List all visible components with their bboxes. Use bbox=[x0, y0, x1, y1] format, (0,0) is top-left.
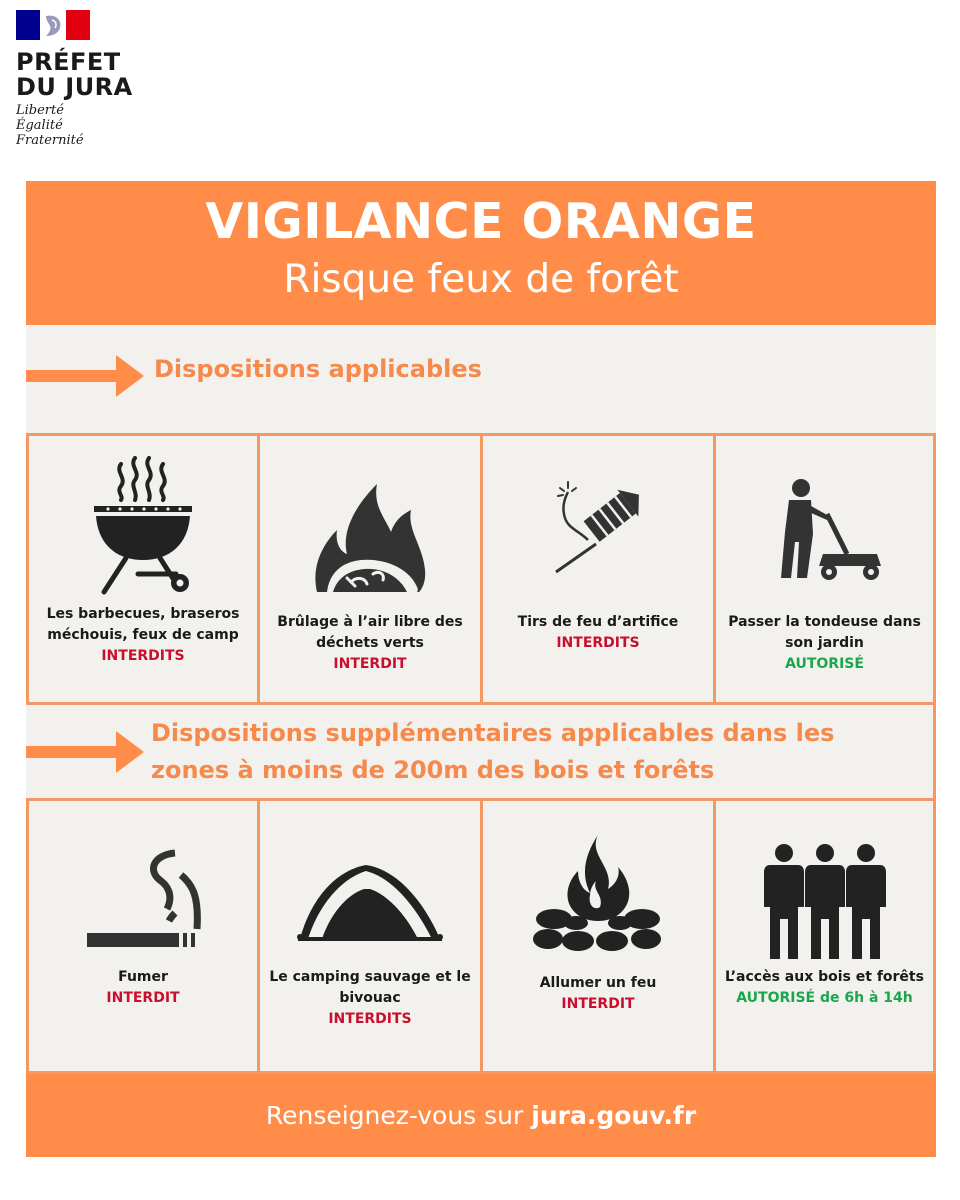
section2-heading-line1: Dispositions supplémentaires applicables dans les bbox=[151, 719, 835, 747]
people-group-icon bbox=[762, 843, 888, 961]
status-badge: INTERDIT bbox=[106, 990, 180, 1006]
section1-heading: Dispositions applicables bbox=[154, 355, 482, 383]
rule-label: Passer la tondeuse dans son jardin bbox=[728, 614, 921, 651]
vigilance-card bbox=[26, 181, 936, 1157]
rule-label: Tirs de feu d’artifice bbox=[517, 614, 679, 630]
rule-label: L’accès aux bois et forêts bbox=[725, 969, 924, 985]
status-badge: INTERDIT bbox=[333, 656, 407, 672]
motto-fraternite: Fraternité bbox=[16, 133, 84, 148]
section2-heading-band bbox=[26, 705, 936, 798]
rule-text bbox=[266, 612, 474, 675]
rule-text bbox=[35, 604, 251, 667]
prefecture-title-line1: PRÉFET bbox=[16, 48, 121, 76]
cigarette-icon bbox=[83, 849, 203, 955]
status-badge: INTERDITS bbox=[328, 1011, 412, 1027]
prefecture-logo bbox=[16, 10, 156, 148]
rule-label: Les barbecues, braseros méchouis, feux de camp bbox=[46, 606, 240, 643]
marianne-flag-icon bbox=[16, 10, 90, 40]
rule-cell-smoking bbox=[29, 801, 257, 1071]
motto-egalite: Égalité bbox=[16, 118, 63, 133]
rule-cell-green-waste bbox=[260, 436, 480, 702]
rule-text bbox=[35, 967, 251, 1009]
status-badge: INTERDITS bbox=[101, 648, 185, 664]
rule-text bbox=[266, 967, 474, 1030]
status-badge: INTERDITS bbox=[556, 635, 640, 651]
tent-icon bbox=[294, 861, 446, 941]
rule-label: Fumer bbox=[118, 969, 168, 985]
prefecture-title-line2: DU JURA bbox=[16, 73, 133, 101]
section2-heading-line2: zones à moins de 200m des bois et forêts bbox=[151, 756, 715, 784]
rule-cell-forest-access bbox=[716, 801, 933, 1071]
burning-waste-icon bbox=[307, 474, 433, 596]
rule-text bbox=[722, 967, 927, 1009]
footer-prefix: Renseignez-vous sur bbox=[265, 1101, 532, 1130]
rule-label: Allumer un feu bbox=[539, 975, 657, 991]
motto-liberte: Liberté bbox=[16, 103, 64, 118]
rule-text bbox=[489, 973, 707, 1015]
section2-heading bbox=[151, 715, 834, 789]
rule-text bbox=[722, 612, 927, 675]
vigilance-subtitle: Risque feux de forêt bbox=[283, 257, 679, 302]
rule-cell-camping bbox=[260, 801, 480, 1071]
footer-link[interactable]: jura.gouv.fr bbox=[531, 1101, 697, 1130]
arrow-right-icon bbox=[26, 731, 144, 773]
rule-label: Le camping sauvage et le bivouac bbox=[269, 969, 471, 1006]
republic-motto bbox=[16, 103, 156, 148]
status-badge: AUTORISÉ bbox=[785, 656, 864, 672]
rule-cell-barbecue bbox=[29, 436, 257, 702]
status-badge: INTERDIT bbox=[561, 996, 635, 1012]
arrow-right-icon bbox=[26, 355, 144, 397]
rule-text bbox=[489, 612, 707, 654]
prefecture-title bbox=[16, 50, 156, 100]
rule-cell-lawnmower bbox=[716, 436, 933, 702]
status-badge: AUTORISÉ de 6h à 14h bbox=[736, 990, 913, 1006]
vigilance-title: VIGILANCE ORANGE bbox=[205, 193, 757, 250]
rule-label: Brûlage à l’air libre des déchets verts bbox=[277, 614, 463, 651]
header-band bbox=[26, 181, 936, 325]
campfire-icon bbox=[532, 833, 664, 953]
section1-heading-band bbox=[26, 325, 936, 433]
firework-rocket-icon bbox=[548, 480, 648, 576]
barbecue-icon bbox=[88, 456, 198, 596]
footer-band bbox=[26, 1074, 936, 1157]
rule-cell-campfire bbox=[483, 801, 713, 1071]
rule-cell-fireworks bbox=[483, 436, 713, 702]
lawn-mower-icon bbox=[767, 478, 883, 582]
